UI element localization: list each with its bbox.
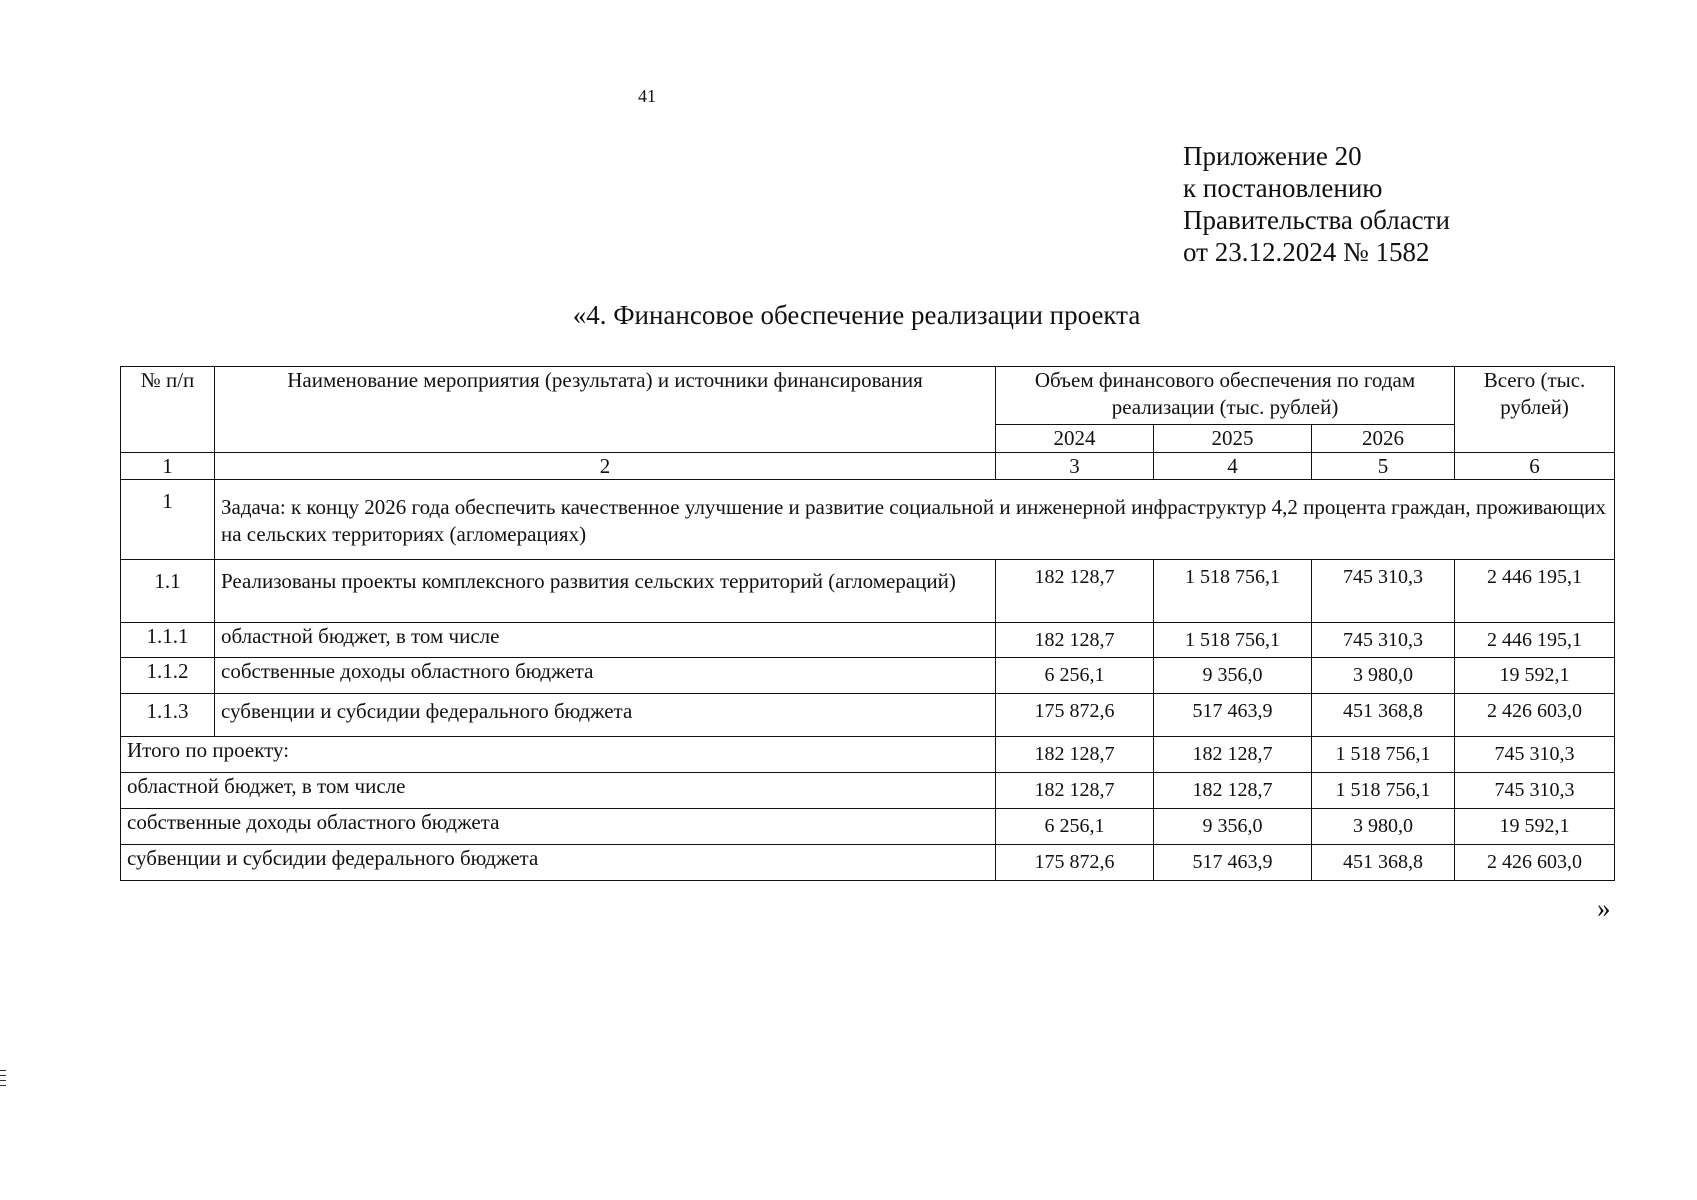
totals-value-2026: 451 368,8 (1312, 845, 1455, 881)
row-value-2026: 3 980,0 (1312, 658, 1455, 694)
column-number: 5 (1312, 453, 1455, 480)
row-value-2025: 517 463,9 (1154, 694, 1312, 737)
table-row (121, 623, 1615, 658)
totals-name: субвенции и субсидии федерального бюджета (121, 845, 996, 881)
row-num: 1.1.3 (121, 694, 215, 737)
row-value-2024: 175 872,6 (996, 694, 1154, 737)
table-row (121, 560, 1615, 623)
row-value-2025: 9 356,0 (1154, 658, 1312, 694)
column-number: 1 (121, 453, 215, 480)
row-value-total: 2 446 195,1 (1455, 623, 1615, 658)
header-total: Всего (тыс. рублей) (1455, 367, 1615, 453)
table-row (121, 694, 1615, 737)
row-value-2025: 1 518 756,1 (1154, 560, 1312, 623)
row-value-2024: 182 128,7 (996, 560, 1154, 623)
totals-value-2025: 182 128,7 (1154, 773, 1312, 809)
column-number: 2 (215, 453, 996, 480)
table-row (121, 658, 1615, 694)
totals-value-2024: 175 872,6 (996, 845, 1154, 881)
appendix-line: от 23.12.2024 № 1582 (1183, 237, 1430, 267)
row-value-2024: 6 256,1 (996, 658, 1154, 694)
row-value-2024: 182 128,7 (996, 623, 1154, 658)
totals-value-total: 745 310,3 (1455, 773, 1615, 809)
row-name: собственные доходы областного бюджета (215, 658, 996, 694)
totals-value-2025: 517 463,9 (1154, 845, 1312, 881)
row-num: 1.1.1 (121, 623, 215, 658)
row-value-2026: 745 310,3 (1312, 623, 1455, 658)
row-name: субвенции и субсидии федерального бюджета (215, 694, 996, 737)
margin-marks (0, 1070, 6, 1090)
header-year-2026: 2026 (1312, 425, 1455, 453)
row-value-total: 19 592,1 (1455, 658, 1615, 694)
row-value-2026: 451 368,8 (1312, 694, 1455, 737)
appendix-line: Приложение 20 (1183, 141, 1362, 171)
task-text: Задача: к концу 2026 года обеспечить качественное улучшение и развитие социальной и инженерной инфраструктур 4,2 процента граждан, проживающих на сельских территориях (агломерациях) (215, 480, 1615, 560)
header-year-2024: 2024 (996, 425, 1154, 453)
totals-value-total: 745 310,3 (1455, 737, 1615, 773)
financing-table (120, 366, 1615, 881)
totals-name: областной бюджет, в том числе (121, 773, 996, 809)
row-num: 1.1.2 (121, 658, 215, 694)
document-title: «4. Финансовое обеспечение реализации проекта (572, 300, 1141, 330)
totals-value-2024: 182 128,7 (996, 773, 1154, 809)
column-number: 3 (996, 453, 1154, 480)
column-number: 6 (1455, 453, 1615, 480)
header-volume: Объем финансового обеспечения по годам реализации (тыс. рублей) (996, 367, 1455, 425)
row-num: 1.1 (121, 560, 215, 623)
totals-value-2026: 3 980,0 (1312, 809, 1455, 845)
row-value-2025: 1 518 756,1 (1154, 623, 1312, 658)
totals-name: собственные доходы областного бюджета (121, 809, 996, 845)
header-num: № п/п (121, 367, 215, 453)
totals-row (121, 845, 1615, 881)
appendix-line: к постановлению (1183, 173, 1383, 203)
totals-value-2024: 182 128,7 (996, 737, 1154, 773)
totals-row (121, 809, 1615, 845)
totals-value-2026: 1 518 756,1 (1312, 737, 1455, 773)
header-name: Наименование мероприятия (результата) и источники финансирования (215, 367, 996, 453)
totals-row (121, 737, 1615, 773)
column-number: 4 (1154, 453, 1312, 480)
row-name: Реализованы проекты комплексного развития сельских территорий (агломераций) (215, 560, 996, 623)
totals-value-2025: 9 356,0 (1154, 809, 1312, 845)
margin-tick (0, 1085, 6, 1086)
margin-tick (0, 1080, 6, 1081)
row-value-2026: 745 310,3 (1312, 560, 1455, 623)
totals-value-2024: 6 256,1 (996, 809, 1154, 845)
appendix-line: Правительства области (1183, 205, 1450, 235)
totals-value-total: 19 592,1 (1455, 809, 1615, 845)
totals-name: Итого по проекту: (121, 737, 996, 773)
margin-tick (0, 1070, 6, 1071)
totals-value-2025: 182 128,7 (1154, 737, 1312, 773)
task-row (121, 480, 1615, 560)
row-name: областной бюджет, в том числе (215, 623, 996, 658)
header-year-2025: 2025 (1154, 425, 1312, 453)
appendix-block (1183, 140, 1450, 268)
totals-value-2026: 1 518 756,1 (1312, 773, 1455, 809)
row-value-total: 2 446 195,1 (1455, 560, 1615, 623)
totals-value-total: 2 426 603,0 (1455, 845, 1615, 881)
margin-tick (0, 1075, 6, 1076)
task-num: 1 (121, 480, 215, 560)
closing-quote: » (1597, 893, 1611, 923)
totals-row (121, 773, 1615, 809)
row-value-total: 2 426 603,0 (1455, 694, 1615, 737)
page-number: 41 (638, 86, 656, 106)
